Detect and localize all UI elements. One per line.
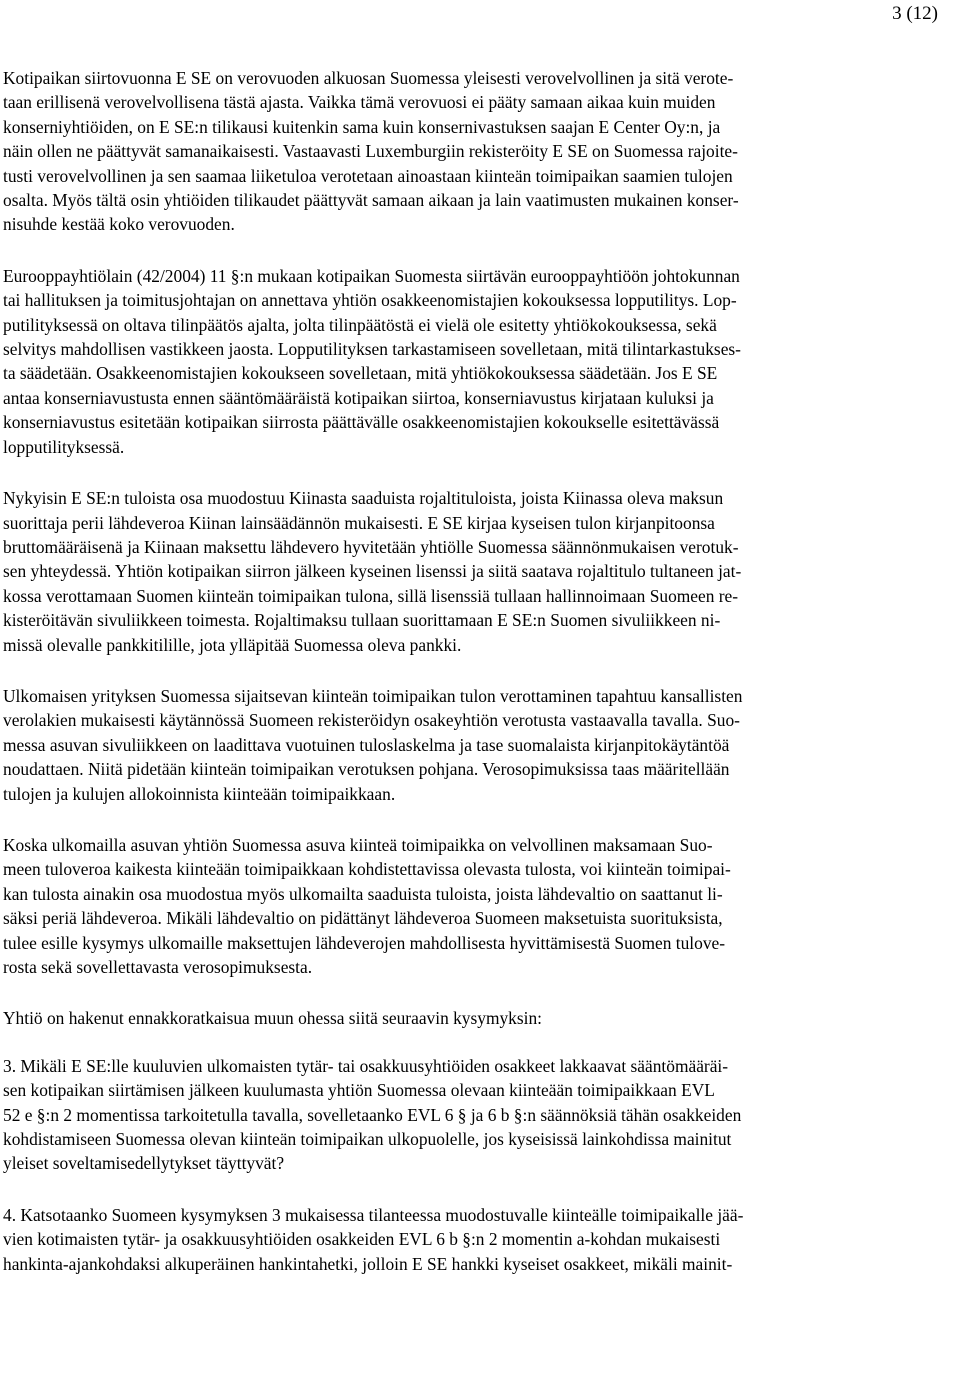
document-body: [3, 66, 959, 1276]
paragraph-withholding-tax: Koska ulkomailla asuvan yhtiön Suomessa asuva kiinteä toimipaikka on velvollinen maksamaan Suo- meen tuloveroa kaikesta kiinteään toimipaikkaan kohdistettavissa olevasta tulosta, voi kiinteän toimipai- kan tulosta ainakin osa muodostua myös ulkomailta saaduista tuloista, joista lähdevaltio on saattanut li- säksi periä lähdeveroa. Mikäli lähdevaltio on pidättänyt lähdeveroa Suomeen maksetuista suorituksista, tulee esille kysymys ulkomaille maksettujen lähdeverojen mahdollisesta hyvittämisestä Suomen tulove- rosta sekä sovellettavasta verosopimuksesta.: [3, 834, 731, 977]
paragraph-royalty-income: Nykyisin E SE:n tuloista osa muodostuu Kiinasta saaduista rojaltituloista, joista Kiinassa oleva maksun suorittaja perii lähdeveroa Kiinan lainsäädännön mukaisesti. E SE kirjaa kyseisen tulon kirjanpitoonsa bruttomääräisenä ja Kiinaan maksettu lähdevero hyvitetään yhtiölle Suomessa säännönmukaisen verotuk- sen yhteydessä. Yhtiön kotipaikan siirron jälkeen kyseinen lisenssi ja siitä saatava rojaltitulo tultaneen jat- kossa verottamaan Suomen kiinteän toimipaikan tulona, sillä lisenssiä tullaan hallinnoimaan Suomeen re- kisteröitävän sivuliikkeen toimesta. Rojaltimaksu tullaan suorittamaan E SE:n Suomen sivuliikkeen ni- missä olevalle pankkitilille, jota ylläpitää Suomessa oleva pankki.: [3, 488, 742, 655]
paragraph-permanent-establishment: Ulkomaisen yrityksen Suomessa sijaitsevan kiinteän toimipaikan tulon verottaminen tapahtuu kansallisten verolakien mukaisesti käytännössä Suomeen rekisteröidyn osakeyhtiön verotusta vastaavalla tavalla. Suo- messa asuvan sivuliikkeen on laadittava vuotuinen tuloslaskelma ja tase suomalaista kirjanpitokäytäntöä noudattaen. Niitä pidetään kiinteän toimipaikan verotuksen pohjana. Verosopimuksissa taas määritellään tulojen ja kulujen allokoinnista kiinteään toimipaikkaan.: [3, 685, 743, 804]
question-4: 4. Katsotaanko Suomeen kysymyksen 3 mukaisessa tilanteessa muodostuvalle kiinteälle toimipaikalle jää- vien kotimaisten tytär- ja osakkuusyhtiöiden osakkeiden EVL 6 b §:n 2 momentin a-kohdan mukaisesti hankinta-ajankohdaksi alkuperäinen hankintahetki, jolloin E SE hankki kyseiset osakkeet, mikäli mainit-: [3, 1204, 744, 1274]
question-3: 3. Mikäli E SE:lle kuuluvien ulkomaisten tytär- tai osakkuusyhtiöiden osakkeet lakkaavat sääntömääräi- sen kotipaikan siirtämisen jälkeen kuulumasta yhtiön Suomessa olevaan kiinteään toimipaikkaan EVL 52 e §:n 2 momentissa tarkoitetulla tavalla, sovelletaanko EVL 6 § ja 6 b §:n säännöksiä tähän osakkeiden kohdistamiseen Suomessa olevan kiinteän toimipaikan ulkopuolelle, jos kyseisissä lainkohdissa mainitut yleiset soveltamisedellytykset täyttyvät?: [3, 1055, 742, 1174]
paragraph-ruling-request: Yhtiö on hakenut ennakkoratkaisua muun ohessa siitä seuraavin kysymyksin:: [3, 1008, 543, 1029]
paragraph-tax-residency: Kotipaikan siirtovuonna E SE on verovuoden alkuosan Suomessa yleisesti verovelvollinen ja sitä verote- taan erillisenä verovelvollisena tästä ajasta. Vaikka tämä verovuosi ei pääty samaan aikaa kuin muiden konserniyhtiöiden, on E SE:n tilikausi kuitenkin sama kuin konsernivastuksen saajan E Center Oy:n, ja näin ollen ne päättyvät samanaikaisesti. Vastaavasti Luxemburgiin rekisteröity E SE on Suomessa rajoite- tusti verovelvollinen ja sen saamaa liiketuloa verotetaan ainoastaan kiinteän toimipaikan saamien tulojen osalta. Myös tältä osin yhtiöiden tilikaudet päättyvät samaan aikaan ja lain vaatimusten mukainen konser- nisuhde kestää koko verovuoden.: [3, 68, 739, 235]
page-number: 3 (12): [892, 3, 938, 24]
paragraph-final-account: Eurooppayhtiölain (42/2004) 11 §:n mukaan kotipaikan Suomesta siirtävän eurooppayhtiöön johtokunnan tai hallituksen ja toimitusjohtajan on annettava yhtiön osakkeenomistajien kokouksessa lopputilitys. Lop- putilityksessä on oltava tilinpäätös ajalta, jolta tilinpäätöstä ei vielä ole esitetty yhtiökokouksessa, sekä selvitys mahdollisen vastikkeen jaosta. Lopputilityksen tarkastamiseen sovelletaan, mitä tilintarkastukses- ta säädetään. Osakkeenomistajien kokoukseen sovelletaan, mitä yhtiökokouksessa säädetään. Jos E SE antaa konserniavustusta ennen sääntömääräistä kotipaikan siirtoa, konserniavustus kirjataan kuluksi ja konserniavustus esitetään kotipaikan siirrosta päättävälle osakkeenomistajien kokoukselle esitettävässä lopputilityksessä.: [3, 265, 741, 457]
